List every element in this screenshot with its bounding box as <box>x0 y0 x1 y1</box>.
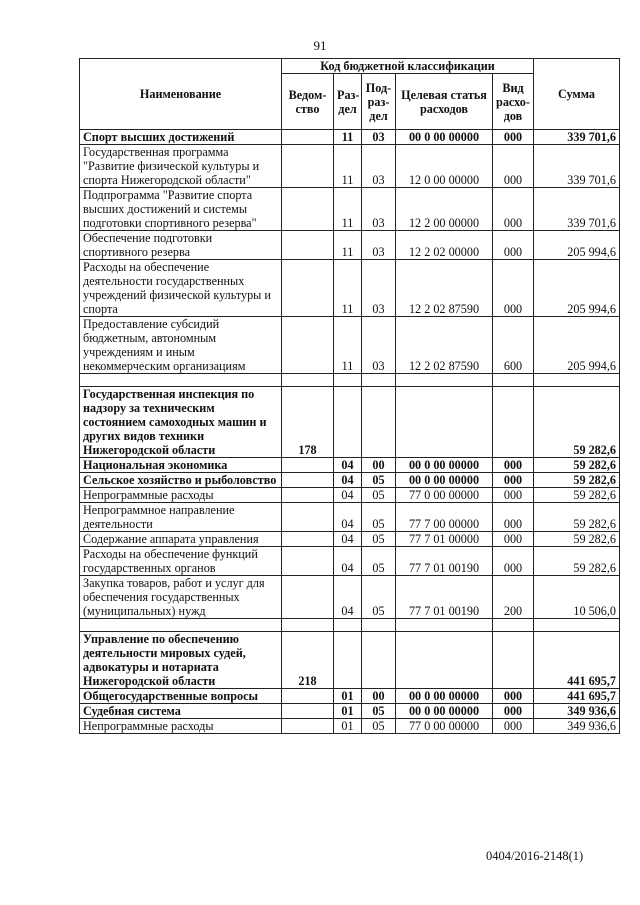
table-row <box>80 458 620 473</box>
empty-cell <box>396 374 493 387</box>
row-kind: 000 <box>493 503 534 532</box>
row-target: 77 0 00 00000 <box>396 488 493 503</box>
row-target: 12 2 02 00000 <box>396 231 493 260</box>
empty-cell <box>282 374 334 387</box>
row-subsection: 00 <box>362 458 396 473</box>
table-row <box>80 532 620 547</box>
row-dept <box>282 317 334 374</box>
header-code-group: Код бюджетной классификации <box>282 59 534 74</box>
row-sum: 59 282,6 <box>534 532 620 547</box>
row-name: Предоставление субсидий бюджетным, автономным учреждениям и иным некоммерческим организациям <box>80 317 282 374</box>
row-target: 12 2 02 87590 <box>396 317 493 374</box>
row-sum: 349 936,6 <box>534 719 620 734</box>
row-kind: 000 <box>493 704 534 719</box>
empty-cell <box>534 619 620 632</box>
row-sum: 441 695,7 <box>534 632 620 689</box>
row-target: 12 0 00 00000 <box>396 145 493 188</box>
row-target: 00 0 00 00000 <box>396 473 493 488</box>
row-sum: 339 701,6 <box>534 130 620 145</box>
row-name: Сельское хозяйство и рыболовство <box>80 473 282 488</box>
row-kind: 000 <box>493 231 534 260</box>
empty-cell <box>80 374 282 387</box>
row-kind: 000 <box>493 547 534 576</box>
table-row <box>80 188 620 231</box>
row-section: 01 <box>334 704 362 719</box>
row-dept <box>282 188 334 231</box>
row-subsection: 05 <box>362 719 396 734</box>
row-name: Общегосударственные вопросы <box>80 689 282 704</box>
header-kind: Вид расхо-дов <box>493 74 534 130</box>
row-kind: 000 <box>493 689 534 704</box>
row-target: 77 7 01 00000 <box>396 532 493 547</box>
row-kind: 000 <box>493 532 534 547</box>
empty-cell <box>396 619 493 632</box>
row-kind: 000 <box>493 458 534 473</box>
row-dept <box>282 130 334 145</box>
row-sum: 349 936,6 <box>534 704 620 719</box>
row-subsection: 05 <box>362 473 396 488</box>
row-dept: 218 <box>282 632 334 689</box>
row-target: 77 0 00 00000 <box>396 719 493 734</box>
row-section: 11 <box>334 145 362 188</box>
table-body <box>80 130 620 734</box>
spacer-row <box>80 619 620 632</box>
row-target <box>396 632 493 689</box>
table-row <box>80 488 620 503</box>
row-name: Подпрограмма "Развитие спорта высших достижений и системы подготовки спортивного резерва" <box>80 188 282 231</box>
row-subsection <box>362 387 396 458</box>
row-section: 04 <box>334 503 362 532</box>
row-target <box>396 387 493 458</box>
row-sum: 339 701,6 <box>534 188 620 231</box>
row-name: Расходы на обеспечение функций государственных органов <box>80 547 282 576</box>
row-target: 77 7 00 00000 <box>396 503 493 532</box>
header-sum: Сумма <box>534 59 620 130</box>
header-subsection: Под-раз-дел <box>362 74 396 130</box>
row-section: 01 <box>334 719 362 734</box>
table-row <box>80 260 620 317</box>
row-name: Непрограммные расходы <box>80 719 282 734</box>
row-target: 77 7 01 00190 <box>396 576 493 619</box>
row-subsection: 03 <box>362 260 396 317</box>
table-row <box>80 719 620 734</box>
row-dept <box>282 503 334 532</box>
table-row <box>80 576 620 619</box>
row-name: Судебная система <box>80 704 282 719</box>
row-subsection: 05 <box>362 532 396 547</box>
row-name: Расходы на обеспечение деятельности государственных учреждений физической культуры и спорта <box>80 260 282 317</box>
row-section <box>334 387 362 458</box>
header-section: Раз-дел <box>334 74 362 130</box>
row-sum: 10 506,0 <box>534 576 620 619</box>
row-dept <box>282 576 334 619</box>
row-target: 00 0 00 00000 <box>396 130 493 145</box>
row-section: 04 <box>334 547 362 576</box>
row-section: 11 <box>334 188 362 231</box>
row-kind: 000 <box>493 260 534 317</box>
row-dept <box>282 488 334 503</box>
empty-cell <box>334 374 362 387</box>
row-name: Государственная инспекция по надзору за техническим состоянием самоходных машин и других видов техники Нижегородской области <box>80 387 282 458</box>
row-kind: 000 <box>493 473 534 488</box>
row-target: 77 7 01 00190 <box>396 547 493 576</box>
row-sum: 205 994,6 <box>534 260 620 317</box>
table-row <box>80 704 620 719</box>
table-row <box>80 473 620 488</box>
row-section: 04 <box>334 473 362 488</box>
empty-cell <box>282 619 334 632</box>
row-section: 11 <box>334 231 362 260</box>
empty-cell <box>80 619 282 632</box>
row-subsection: 05 <box>362 503 396 532</box>
row-kind <box>493 387 534 458</box>
table-row <box>80 317 620 374</box>
budget-table <box>79 58 620 734</box>
row-sum: 59 282,6 <box>534 458 620 473</box>
row-dept <box>282 719 334 734</box>
row-target: 12 2 00 00000 <box>396 188 493 231</box>
row-section: 11 <box>334 130 362 145</box>
row-subsection <box>362 632 396 689</box>
row-kind: 600 <box>493 317 534 374</box>
row-name: Непрограммные расходы <box>80 488 282 503</box>
header-dept: Ведом-ство <box>282 74 334 130</box>
page-number: 91 <box>313 38 327 53</box>
row-name: Обеспечение подготовки спортивного резерва <box>80 231 282 260</box>
row-kind: 000 <box>493 188 534 231</box>
header-target: Целевая статья расходов <box>396 74 493 130</box>
row-target: 00 0 00 00000 <box>396 704 493 719</box>
row-target: 00 0 00 00000 <box>396 458 493 473</box>
row-sum: 205 994,6 <box>534 231 620 260</box>
empty-cell <box>362 374 396 387</box>
row-sum: 59 282,6 <box>534 473 620 488</box>
row-subsection: 03 <box>362 231 396 260</box>
row-dept <box>282 547 334 576</box>
row-subsection: 03 <box>362 130 396 145</box>
row-section: 04 <box>334 458 362 473</box>
table-row <box>80 547 620 576</box>
row-sum: 59 282,6 <box>534 547 620 576</box>
row-name: Закупка товаров, работ и услуг для обеспечения государственных (муниципальных) нужд <box>80 576 282 619</box>
table-row <box>80 503 620 532</box>
row-sum: 441 695,7 <box>534 689 620 704</box>
row-section: 04 <box>334 532 362 547</box>
table-row <box>80 145 620 188</box>
empty-cell <box>493 619 534 632</box>
table-row <box>80 387 620 458</box>
table-header <box>80 59 620 130</box>
row-name: Национальная экономика <box>80 458 282 473</box>
row-subsection: 03 <box>362 145 396 188</box>
row-target: 00 0 00 00000 <box>396 689 493 704</box>
empty-cell <box>334 619 362 632</box>
row-section: 01 <box>334 689 362 704</box>
row-dept <box>282 473 334 488</box>
row-kind: 000 <box>493 719 534 734</box>
row-subsection: 05 <box>362 576 396 619</box>
row-subsection: 03 <box>362 317 396 374</box>
row-subsection: 05 <box>362 547 396 576</box>
row-section: 11 <box>334 260 362 317</box>
header-name: Наименование <box>80 59 282 130</box>
row-sum: 59 282,6 <box>534 488 620 503</box>
row-kind: 000 <box>493 130 534 145</box>
row-name: Непрограммное направление деятельности <box>80 503 282 532</box>
empty-cell <box>362 619 396 632</box>
row-name: Управление по обеспечению деятельности мировых судей, адвокатуры и нотариата Нижегородской области <box>80 632 282 689</box>
table-row <box>80 689 620 704</box>
row-section: 11 <box>334 317 362 374</box>
row-name: Государственная программа "Развитие физической культуры и спорта Нижегородской области" <box>80 145 282 188</box>
row-kind: 200 <box>493 576 534 619</box>
row-sum: 59 282,6 <box>534 387 620 458</box>
row-sum: 205 994,6 <box>534 317 620 374</box>
row-subsection: 03 <box>362 188 396 231</box>
row-dept <box>282 532 334 547</box>
row-dept <box>282 260 334 317</box>
row-section: 04 <box>334 576 362 619</box>
row-subsection: 00 <box>362 689 396 704</box>
row-subsection: 05 <box>362 488 396 503</box>
row-section: 04 <box>334 488 362 503</box>
row-kind: 000 <box>493 145 534 188</box>
row-section <box>334 632 362 689</box>
empty-cell <box>534 374 620 387</box>
row-subsection: 05 <box>362 704 396 719</box>
row-dept <box>282 145 334 188</box>
row-dept: 178 <box>282 387 334 458</box>
row-dept <box>282 458 334 473</box>
row-dept <box>282 704 334 719</box>
row-name: Содержание аппарата управления <box>80 532 282 547</box>
row-sum: 339 701,6 <box>534 145 620 188</box>
spacer-row <box>80 374 620 387</box>
row-name: Спорт высших достижений <box>80 130 282 145</box>
table-row <box>80 130 620 145</box>
document-code: 0404/2016-2148(1) <box>486 849 584 863</box>
row-target: 12 2 02 87590 <box>396 260 493 317</box>
row-kind <box>493 632 534 689</box>
table-row <box>80 632 620 689</box>
row-sum: 59 282,6 <box>534 503 620 532</box>
row-dept <box>282 689 334 704</box>
row-dept <box>282 231 334 260</box>
row-kind: 000 <box>493 488 534 503</box>
empty-cell <box>493 374 534 387</box>
table-row <box>80 231 620 260</box>
